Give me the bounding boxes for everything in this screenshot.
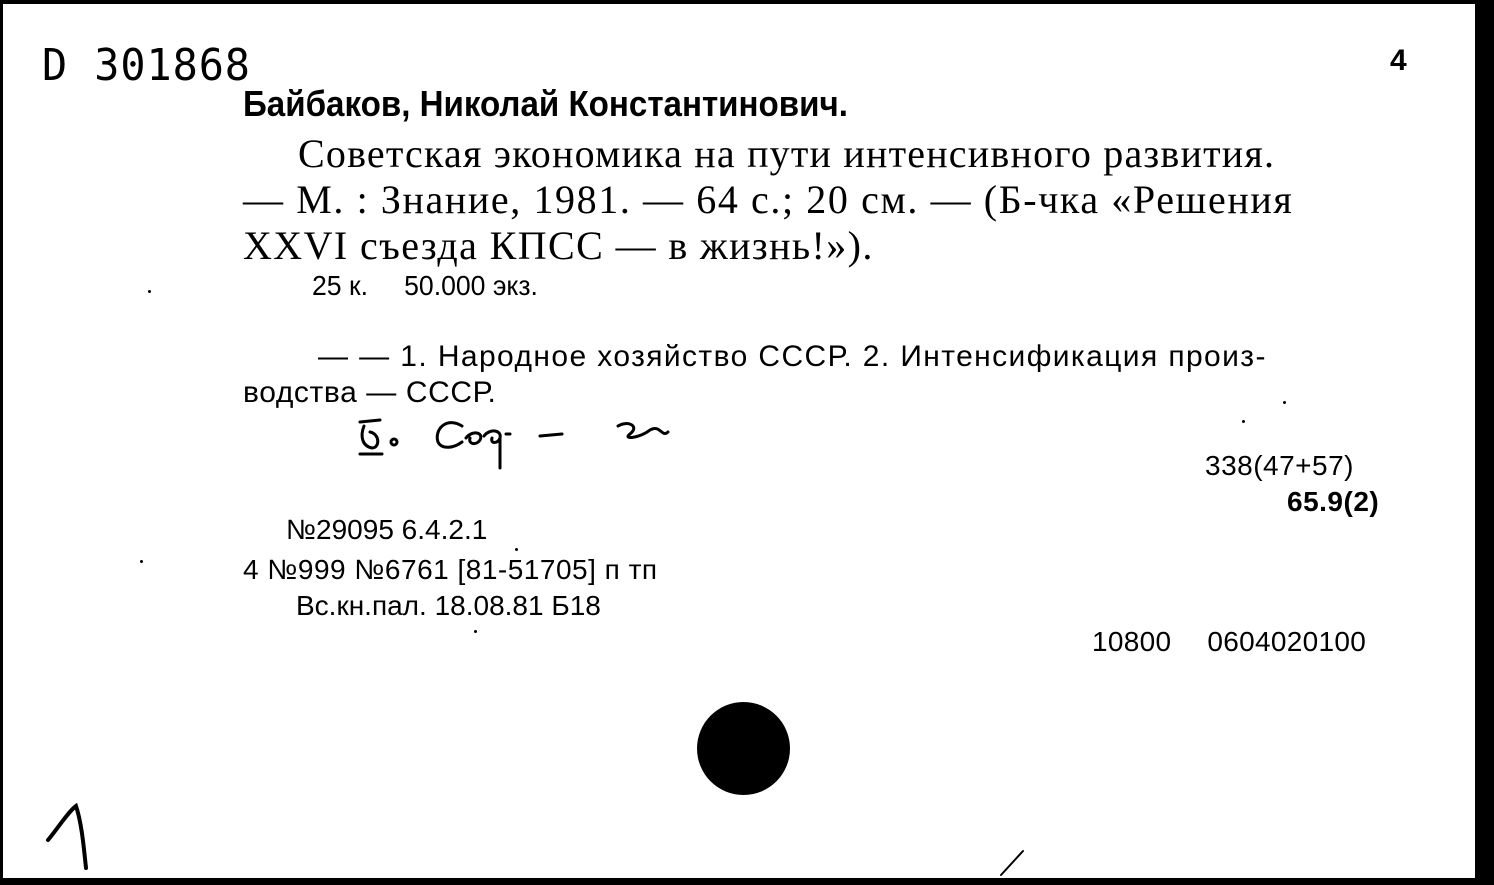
card-edge-right [1475,0,1494,885]
handwritten-numeral [38,800,98,875]
speck [148,290,151,293]
subjects-line-2: водства — СССР. [243,376,497,409]
title-line-1: Советская экономика на пути интенсивного развития. [298,131,1276,176]
card-edge-top [0,0,1494,4]
classification-udc: 338(47+57) [1205,450,1355,481]
call-number: D 301868 [42,40,251,91]
speck [140,560,143,563]
code-2: 0604020100 [1207,626,1367,657]
card-number: 4 [1390,44,1407,77]
speck [515,548,518,551]
author-heading: Байбаков, Николай Константинович. [243,83,848,124]
title-line-2: — М. : Знание, 1981. — 64 с.; 20 см. — (Б-чка «Решения [243,177,1294,222]
card-edge-bottom [0,878,1494,885]
card-edge-left [0,0,3,885]
price-copies-line [312,272,538,300]
subjects-line-1: — — 1. Народное хозяйство СССР. 2. Интенсификация произ- [318,340,1267,373]
title-line-3: XXVI съезда КПСС — в жизнь!»). [243,223,874,268]
code-1: 10800 [1092,626,1172,657]
price: 25 к. [312,270,369,301]
speck [1242,420,1245,423]
codes-line [1092,628,1366,656]
punch-hole [697,702,790,795]
handwritten-note [350,408,680,478]
copies: 50.000 экз. [404,270,538,301]
classification-bbk: 65.9(2) [1287,486,1380,517]
speck [1283,401,1286,404]
technical-line-3: Вс.кн.пал. 18.08.81 Б18 [296,590,601,621]
technical-line-2: 4 №999 №6761 [81-51705] п тп [243,554,658,585]
pencil-mark [995,845,1035,880]
technical-line-1: №29095 6.4.2.1 [286,514,488,545]
speck [474,630,477,633]
